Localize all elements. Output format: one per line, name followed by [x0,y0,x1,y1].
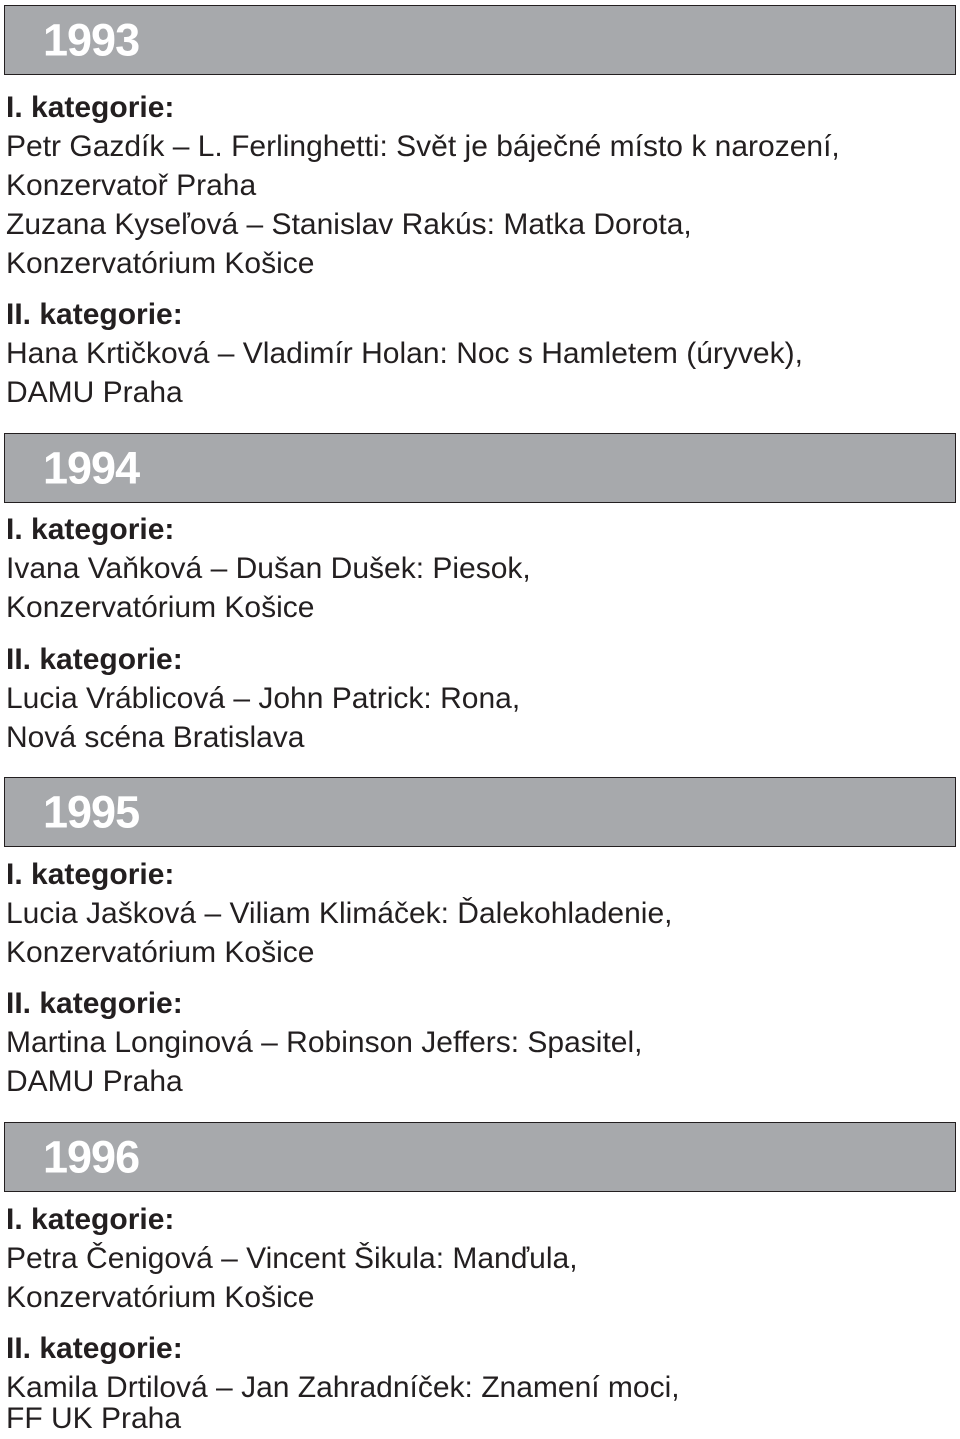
entry-line: Konzervatórium Košice [6,247,315,280]
year-label: 1994 [43,442,140,494]
entry-line: Martina Longinová – Robinson Jeffers: Spasitel, [6,1026,643,1059]
category-label: I. kategorie: [6,91,175,124]
entry-line: Nová scéna Bratislava [6,721,305,754]
category-label: I. kategorie: [6,513,175,546]
category-label: I. kategorie: [6,858,175,891]
category-label: II. kategorie: [6,987,183,1020]
entry-line: FF UK Praha [6,1402,182,1435]
year-label: 1993 [43,14,140,66]
entry-line: Kamila Drtilová – Jan Zahradníček: Znamení moci, [6,1371,680,1404]
entry-line: DAMU Praha [6,376,183,409]
category-label: II. kategorie: [6,298,183,331]
entry-line: Lucia Vráblicová – John Patrick: Rona, [6,682,521,715]
entry-line: Konzervatoř Praha [6,169,257,202]
year-header-1995 [4,777,956,847]
category-label: II. kategorie: [6,643,183,676]
year-label: 1996 [43,1131,140,1183]
entry-line: Konzervatórium Košice [6,591,315,624]
entry-line: Lucia Jašková – Viliam Klimáček: Ďalekohladenie, [6,897,673,930]
entry-line: Konzervatórium Košice [6,1281,315,1314]
year-label: 1995 [43,786,140,838]
year-header-1994 [4,433,956,503]
entry-line: Konzervatórium Košice [6,936,315,969]
year-header-1993 [4,5,956,75]
entry-line: Petra Čenigová – Vincent Šikula: Manďula, [6,1242,578,1275]
year-header-1996 [4,1122,956,1192]
entry-line: DAMU Praha [6,1065,183,1098]
category-label: II. kategorie: [6,1332,183,1365]
entry-line: Petr Gazdík – L. Ferlinghetti: Svět je báječné místo k narození, [6,130,840,163]
category-label: I. kategorie: [6,1203,175,1236]
entry-line: Ivana Vaňková – Dušan Dušek: Piesok, [6,552,531,585]
entry-line: Hana Krtičková – Vladimír Holan: Noc s Hamletem (úryvek), [6,337,803,370]
entry-line: Zuzana Kyseľová – Stanislav Rakús: Matka Dorota, [6,208,692,241]
